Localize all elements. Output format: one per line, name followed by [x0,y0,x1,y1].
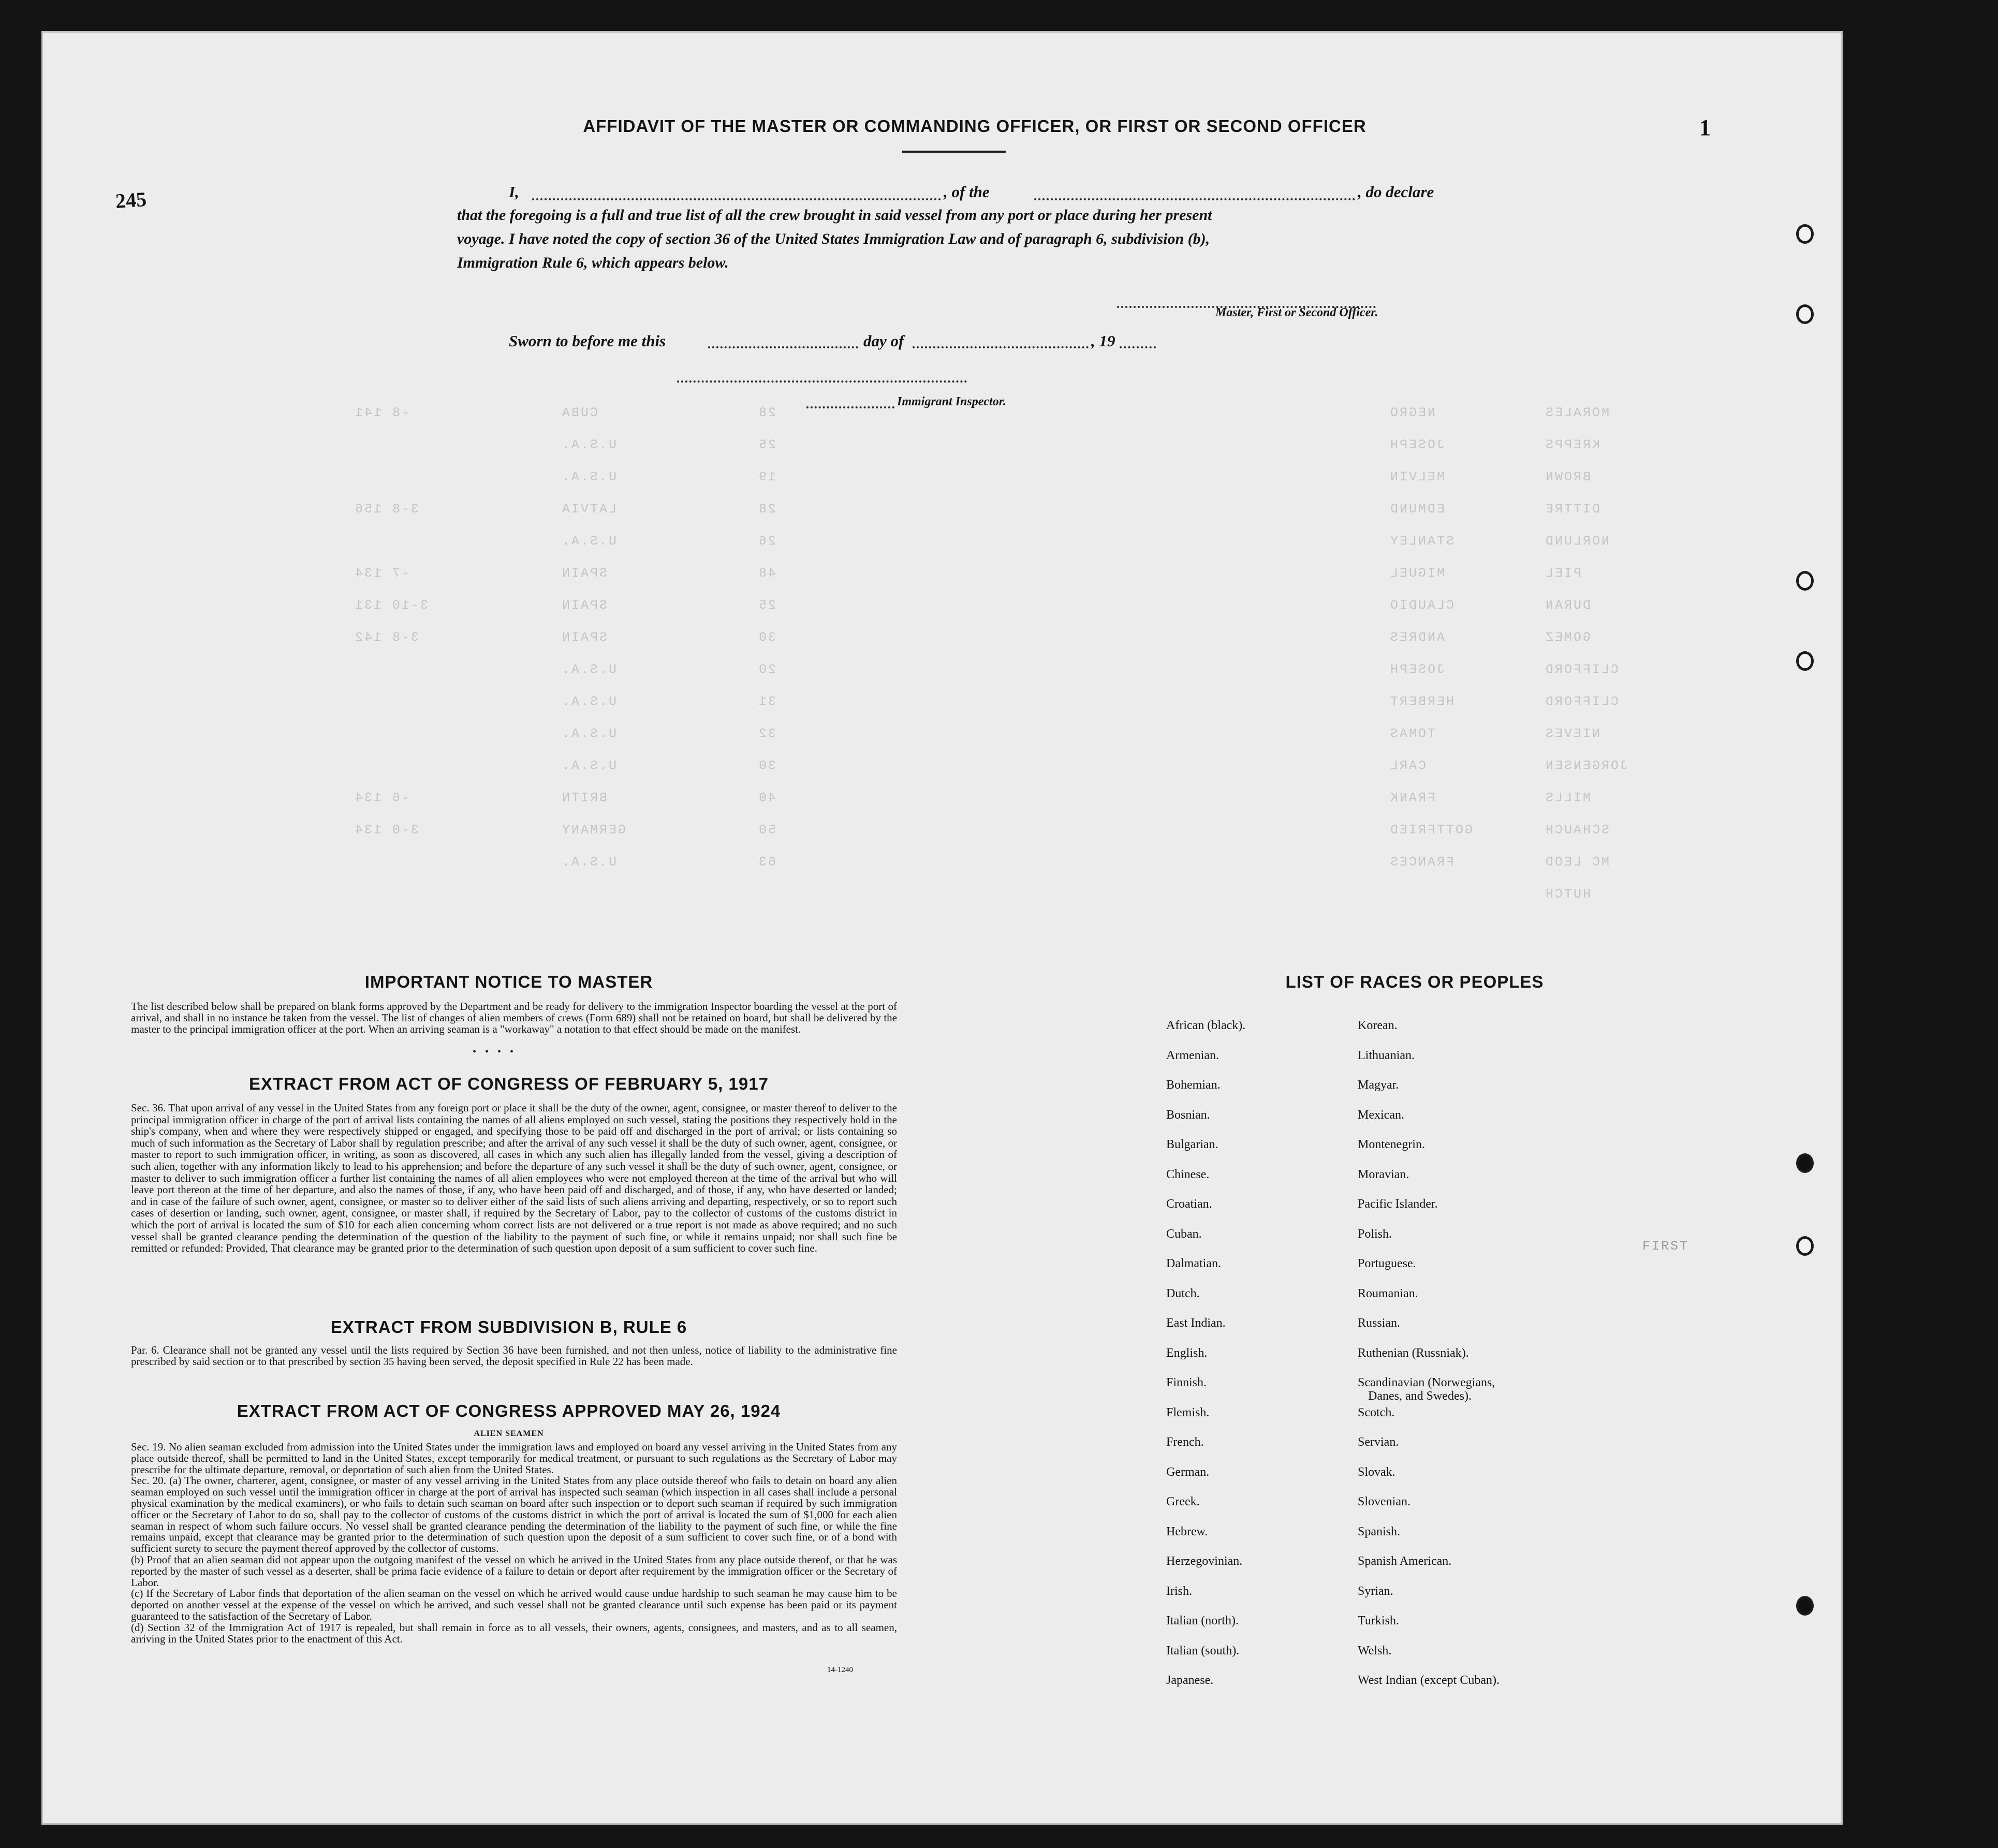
bleed-through-text: 32 [757,726,776,741]
race-item: Scandinavian (Norwegians, [1358,1376,1495,1389]
bleed-through-text: 25 [757,598,776,613]
punch-hole [1796,304,1814,324]
bleed-through-text: BRITN [561,790,608,805]
bleed-through-text: 63 [757,855,776,870]
bleed-through-text: 40 [757,790,776,805]
race-item: Spanish. [1358,1524,1401,1538]
extract-1917-text: Sec. 36. That upon arrival of any vessel in the United States from any foreign port or place it shall be the duty of the owner, agent, consignee, or master thereof to deliver to the principal immigration officer in charge of the port of arrival lists containing the names of all aliens employed on such vessel, stating the positions they respectively hold in the ship's company, when and where they were respectively shipped or engaged, and specifying those to be paid off and discharged in the port of arrival; or lists containing so much of such information as the Secretary of Labor shall by regulation prescribe; and after the arrival of any such vessel it shall be the duty of such owner, agent, consignee, or master to report to such immigration officer, in writing, as soon as discovered, all cases in which any such alien has illegally landed from the vessel, giving a description of such alien, together with any information likely to lead to his apprehension; and before the departure of any such vessel it shall be the duty of such owner, agent, consignee, or master to deliver to such immigration officer a further list containing the names of all alien employees who were not employed thereon at the time of the arrival but who will leave port thereon at the time of her departure, and also the names of those, if any, who have been paid off and discharged, and of those, if any, who have deserted or landed; and in case of the failure of such owner, agent, consignee, or master so to deliver either of the said lists of such aliens arriving and departing, respectively, or so to report such cases of desertion or landing, such owner, agent, consignee, or master shall, if required by the Secretary of Labor, pay to the collector of customs of the customs district in which the port of arrival is located the sum of $10 for each alien concerning whom correct lists are not delivered or a true report is not made as above required; and no such vessel shall be granted clearance pending the determination of the question of the liability to the payment of such fine, or while it remains unpaid; nor shall such fine be remitted or refunded: Provided, That clearance may be granted prior to the determination of such question upon deposit of a sum sufficient to cover such fine. [131,1102,897,1255]
race-item: Korean. [1358,1019,1398,1032]
race-item: Welsh. [1358,1644,1392,1658]
race-item: Spanish American. [1358,1554,1452,1568]
race-item: African (black). [1166,1019,1246,1032]
extract-1924-text [131,1442,897,1645]
bleed-through-text: LATVIA [561,502,617,517]
race-item: Montenegrin. [1358,1138,1425,1151]
bleed-through-text: 28 [757,502,776,517]
vessel-name-field[interactable] [1034,198,1355,200]
notice-text: The list described below shall be prepared on blank forms approved by the Department and be ready for delivery to the immigration Inspector boarding the vessel at the port of arrival, and shall in no instance be taken from the vessel. The list of changes of alien members of crews (Form 689) shall not be retained on board, but shall be delivered by the master to the principal immigration officer at the port. When an arriving seaman is a "workaway" a notation to that effect should be made on the manifest. [131,1000,897,1035]
bleed-through-text: 3-8 156 [354,502,419,517]
bleed-through-text: MELVIN [1389,470,1445,485]
race-item: Magyar. [1358,1078,1399,1092]
bleed-through-text: 28 [757,405,776,420]
sworn-year-field[interactable] [1120,346,1156,348]
bleed-through-text: KREPPS [1544,437,1600,452]
punch-hole [1796,1236,1814,1256]
title-underline [902,151,1006,153]
race-item: Finnish. [1166,1376,1207,1389]
page-number-mark: 1 [1699,115,1711,140]
bleed-through-text: GERMANY [561,823,626,838]
bleed-through-text: U.S.A. [561,662,617,677]
bleed-through-text: 19 [757,470,776,485]
race-item: Portuguese. [1358,1257,1416,1270]
bleed-through-text: MC LEOD [1544,855,1610,870]
affidavit-body-line-3: Immigration Rule 6, which appears below. [457,254,729,271]
inspector-signature-field[interactable] [677,380,967,383]
race-item: Irish. [1166,1584,1192,1598]
race-item: Moravian. [1358,1167,1409,1181]
rule6-title: EXTRACT FROM SUBDIVISION B, RULE 6 [330,1317,687,1337]
affidavit-body-line-1: that the foregoing is a full and true list of all the crew brought in said vessel from any port or place during her present [457,207,1212,224]
bleed-through-text: 30 [757,630,776,645]
race-item: Slovak. [1358,1465,1395,1479]
bleed-through-text: PIEL [1544,566,1582,581]
extract-1924-title: EXTRACT FROM ACT OF CONGRESS APPROVED MAY 26, 1924 [237,1401,781,1420]
bleed-through-text: CARL [1389,758,1427,773]
race-item: Danes, and Swedes). [1368,1389,1472,1403]
affidavit-body-line-2: voyage. I have noted the copy of section 36 of the United States Immigration Law and of paragraph 6, subdivision (b), [457,230,1210,247]
punch-hole [1796,1596,1814,1616]
bleed-through-text: 48 [757,566,776,581]
bleed-through-text: CUBA [561,405,598,420]
race-item: Hebrew. [1166,1524,1208,1538]
bleed-through-text: ANDRES [1389,630,1445,645]
race-item: Bohemian. [1166,1078,1221,1092]
sworn-day-field[interactable] [708,346,858,348]
affidavit-of-the: , of the [944,183,990,201]
bleed-through-text: SCHAUCH [1544,823,1610,838]
race-item: Turkish. [1358,1614,1399,1627]
year-prefix: , 19 [1091,332,1115,350]
bleed-through-text: CLIFFORD [1544,662,1619,677]
rule6-text: Par. 6. Clearance shall not be granted any vessel until the lists required by Section 36 have been furnished, and not then unless, notice of liability to the administrative fine prescribed by said section or to that prescribed by section 35 having been served, the deposit specified in Rule 22 has been made. [131,1344,897,1368]
sec20b-text: (b) Proof that an alien seaman did not appear upon the outgoing manifest of the vessel on which he arrived in the United States from any place outside thereof, or that he was reported by the master of such vessel as a deserter, shall be prima facie evidence of a failure to detain or deport after requirement by the immigration officer or the Secretary of Labor. [131,1553,897,1589]
punch-hole [1796,651,1814,671]
bleed-through-text: MILLS [1544,790,1591,805]
bleed-through-text: CLIFFORD [1544,694,1619,709]
margin-handwritten-number: 245 [114,187,148,213]
bleed-through-text: U.S.A. [561,726,617,741]
bleed-through-text: U.S.A. [561,855,617,870]
bleed-through-text: 3-0 134 [354,823,419,838]
race-item: Cuban. [1166,1227,1202,1241]
bleed-through-text: NIEVES [1544,726,1600,741]
race-item: Italian (north). [1166,1614,1239,1627]
officer-name-field[interactable] [532,198,941,200]
race-item: Herzegovinian. [1166,1554,1243,1568]
bleed-through-text: BROWN [1544,470,1591,485]
race-item: Polish. [1358,1227,1392,1241]
race-item: Scotch. [1358,1405,1395,1419]
affidavit-title: AFFIDAVIT OF THE MASTER OR COMMANDING OFFICER, OR FIRST OR SECOND OFFICER [583,116,1367,136]
race-item: Syrian. [1358,1584,1393,1598]
bleed-through-text: FRANK [1389,790,1436,805]
bleed-through-text: 31 [757,694,776,709]
bleed-through-text: NEGRO [1389,405,1436,420]
bleed-through-text: -8 141 [354,405,410,420]
race-item: Croatian. [1166,1197,1212,1211]
inspector-label: Immigrant Inspector. [897,395,1006,408]
sec20d-text: (d) Section 32 of the Immigration Act of 1917 is repealed, but shall remain in force as to all vessels, their owners, agents, consignees, and masters, and as to all seamen, arriving in the United States prior to the enactment of this Act. [131,1621,897,1645]
race-item: Bulgarian. [1166,1138,1218,1151]
manifest-sheet [41,31,1843,1825]
race-item: Dalmatian. [1166,1257,1221,1270]
race-item: German. [1166,1465,1210,1479]
bleed-through-text: DURAN [1544,598,1591,613]
bleed-through-text: GOMEZ [1544,630,1591,645]
bleed-through-text: MIGUEL [1389,566,1445,581]
day-of-label: day of [863,332,904,350]
bleed-through-text: U.S.A. [561,534,617,549]
race-item: Slovenian. [1358,1495,1411,1508]
race-item: Dutch. [1166,1286,1200,1300]
bleed-through-text: 3-8 142 [354,630,419,645]
bleed-through-text: JOSEPH [1389,662,1445,677]
races-title: LIST OF RACES OR PEOPLES [1285,972,1544,991]
form-number: 14-1240 [827,1666,853,1674]
bleed-through-text: JOSEPH [1389,437,1445,452]
bleed-through-text: STANLEY [1389,534,1455,549]
race-item: Flemish. [1166,1405,1210,1419]
punch-hole [1796,1153,1814,1173]
bleed-through-text: MORALES [1544,405,1610,420]
bleed-through-text: 3-10 131 [354,598,429,613]
bleed-through-text: NORLUND [1544,534,1610,549]
master-signature-label: Master, First or Second Officer. [1215,306,1378,319]
race-item: Lithuanian. [1358,1048,1415,1062]
notice-ornament: • • • • [473,1046,517,1058]
bleed-through-text: TOMAS [1389,726,1436,741]
race-item: Roumanian. [1358,1286,1418,1300]
sworn-label: Sworn to before me this [509,332,666,350]
bleed-through-text: SPAIN [561,598,608,613]
bleed-through-text: U.S.A. [561,758,617,773]
sworn-month-field[interactable] [913,346,1089,348]
bleed-through-text: FRANCES [1389,855,1455,870]
bleed-through-text: HUTCH [1544,887,1591,902]
bleed-through-text: CLAUDIO [1389,598,1455,613]
bleed-through-text: 50 [757,823,776,838]
race-item: East Indian. [1166,1316,1226,1330]
race-item: Italian (south). [1166,1644,1240,1658]
bleed-through-text: SPAIN [561,630,608,645]
race-item: Pacific Islander. [1358,1197,1438,1211]
race-item: Chinese. [1166,1167,1210,1181]
race-item: Russian. [1358,1316,1401,1330]
race-item: Bosnian. [1166,1108,1210,1122]
sec19-text: Sec. 19. No alien seaman excluded from admission into the United States under the immigration laws and employed on board any vessel arriving in the United States from any place outside thereof, shall be permitted to land in the United States, except temporarily for medical treatment, or pursuant to such regulations as the Secretary of Labor may prescribe for the ultimate departure, removal, or deportation of such alien from the United States. [131,1441,897,1476]
race-item: English. [1166,1346,1208,1360]
bleed-through-text: -6 134 [354,790,410,805]
bleed-through-text: 30 [757,758,776,773]
bleed-through-text: 25 [757,437,776,452]
bleed-through-text: HERBERT [1389,694,1455,709]
race-item: French. [1166,1435,1204,1449]
bleed-through-text: SPAIN [561,566,608,581]
pencil-annotation: FIRST [1642,1239,1690,1254]
affidavit-i-label: I, [509,183,519,201]
race-item: Servian. [1358,1435,1399,1449]
race-item: Ruthenian (Russniak). [1358,1346,1469,1360]
bleed-through-text: 26 [757,534,776,549]
alien-seamen-subtitle: ALIEN SEAMEN [474,1429,544,1438]
race-item: Japanese. [1166,1674,1214,1687]
notice-title: IMPORTANT NOTICE TO MASTER [364,972,653,991]
race-item: Greek. [1166,1495,1200,1508]
sec20c-text: (c) If the Secretary of Labor finds that deportation of the alien seaman on the vessel on which he arrived would cause undue hardship to such seaman he may cause him to be deported on another vessel at the expense of the vessel on which he arrived, and such vessel shall not be granted clearance until such expense has been paid or its payment guaranteed to the satisfaction of the Secretary of Labor. [131,1587,897,1622]
bleed-through-text: JORGENSEN [1544,758,1628,773]
race-item: Mexican. [1358,1108,1404,1122]
bleed-through-text: GOTTFRIED [1389,823,1473,838]
bleed-through-text: 20 [757,662,776,677]
bleed-through-text: DITTRE [1544,502,1600,517]
race-item: West Indian (except Cuban). [1358,1674,1500,1687]
bleed-through-text: U.S.A. [561,437,617,452]
punch-hole [1796,224,1814,244]
bleed-through-text: -7 134 [354,566,410,581]
bleed-through-text: U.S.A. [561,694,617,709]
extract-1917-title: EXTRACT FROM ACT OF CONGRESS OF FEBRUARY 5, 1917 [249,1074,769,1093]
inspector-signature-lead [806,406,894,408]
sec20a-text: Sec. 20. (a) The owner, charterer, agent, consignee, or master of any vessel arriving in the United States from any place outside thereof who fails to detain on board any alien seaman employed on such vessel until the immigration officer in charge at the port of arrival has inspected such seaman (which inspection in all cases shall include a personal physical examination by the medical examiners), or who fails to detain such seaman on board after such inspection or to deport such seaman if required by such immigration officer or the Secretary of Labor to do so, shall pay to the collector of customs of the customs district in which the port of arrival is located the sum of $1,000 for each alien seaman in respect of whom such failure occurs. No vessel shall be granted clearance pending the determination of the liability to the payment of such fine, or while the fine remains unpaid, except that clearance may be granted prior to the determination of such question upon the deposit of a sum sufficient to cover such fine, or of a bond with sufficient surety to secure the payment thereof approved by the collector of customs. [131,1474,897,1555]
punch-hole [1796,571,1814,591]
race-item: Armenian. [1166,1048,1219,1062]
affidavit-do-declare: , do declare [1358,183,1434,201]
bleed-through-text: EDMUND [1389,502,1445,517]
bleed-through-text: U.S.A. [561,470,617,485]
